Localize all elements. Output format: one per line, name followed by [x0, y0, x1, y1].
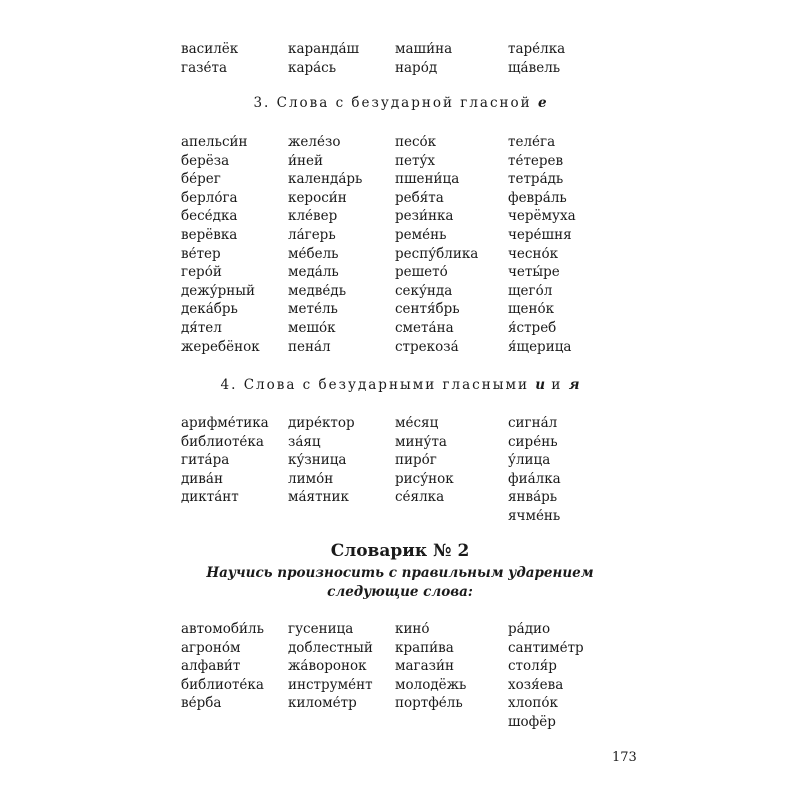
dictionary-subtitle-line1: Научись произносить с правильным ударением	[206, 565, 594, 581]
word-cell: столя́р	[508, 658, 557, 675]
word-cell: агроно́м	[181, 639, 241, 656]
word-cell: и́ней	[288, 152, 323, 169]
word-cell: библиоте́ка	[181, 433, 264, 450]
word-cell: респу́блика	[395, 245, 479, 262]
word-cell: кероси́н	[288, 189, 347, 206]
word-cell: четы́ре	[508, 264, 560, 281]
word-cell: хлопо́к	[508, 695, 558, 712]
word-cell: жа́воронок	[288, 658, 367, 675]
word-cell: верёвка	[181, 226, 238, 243]
word-cell: апельси́н	[181, 134, 248, 150]
word-cell: щего́л	[508, 282, 553, 299]
word-cell: мешо́к	[288, 319, 336, 336]
word-list-dictionary	[181, 620, 618, 732]
word-cell	[288, 713, 395, 732]
word-cell: ме́сяц	[395, 415, 439, 431]
word-cell: теле́га	[508, 134, 556, 150]
word-cell: у́лица	[508, 452, 551, 469]
word-cell: чере́шня	[508, 226, 572, 243]
word-cell: сентя́брь	[395, 301, 460, 318]
word-cell: пена́л	[288, 338, 331, 355]
word-cell: портфе́ль	[395, 695, 463, 712]
word-cell: я́щерица	[508, 338, 572, 355]
word-cell: ма́ятник	[288, 489, 349, 506]
word-cell: дире́ктор	[288, 415, 355, 431]
word-cell: ла́герь	[288, 226, 336, 243]
word-cell: рису́нок	[395, 470, 454, 487]
section4-heading-vowel1: и	[535, 377, 546, 393]
word-cell: гусеница	[288, 621, 354, 637]
section4-heading-and: и	[551, 377, 563, 393]
word-cell: за́яц	[288, 433, 321, 450]
word-cell: черёмуха	[508, 208, 576, 225]
word-cell: щено́к	[508, 301, 555, 318]
word-cell: арифме́тика	[181, 415, 269, 431]
word-cell: ячме́нь	[508, 507, 561, 524]
word-cell: ве́рба	[181, 695, 222, 712]
word-cell: бесе́дка	[181, 208, 238, 225]
word-cell: автомоби́ль	[181, 621, 264, 637]
word-cell: крапи́ва	[395, 639, 454, 656]
word-cell: фиа́лка	[508, 470, 561, 487]
word-cell: февра́ль	[508, 189, 567, 206]
word-cell: бе́рег	[181, 171, 221, 188]
word-cell: решето́	[395, 264, 448, 281]
word-cell: се́ялка	[395, 489, 445, 506]
word-cell: меда́ль	[288, 264, 339, 281]
dictionary-title: Словарик № 2	[330, 541, 470, 561]
section3-heading-vowel: е	[537, 95, 547, 111]
word-cell: каранда́ш	[288, 41, 360, 57]
word-cell: мете́ль	[288, 301, 338, 318]
word-cell: таре́лка	[508, 41, 566, 57]
word-cell: дека́брь	[181, 301, 238, 318]
word-cell: библиоте́ка	[181, 676, 264, 693]
word-cell: лимо́н	[288, 470, 334, 487]
word-cell: гита́ра	[181, 452, 230, 469]
page-number: 173	[612, 750, 637, 765]
word-cell	[395, 507, 508, 526]
word-cell: кино́	[395, 621, 430, 637]
word-cell: желе́зо	[288, 134, 341, 150]
word-cell: молодёжь	[395, 676, 467, 693]
word-cell: мину́та	[395, 433, 447, 450]
word-cell: доблестный	[288, 639, 373, 656]
word-cell: ве́тер	[181, 245, 221, 262]
word-cell: маши́на	[395, 41, 453, 57]
word-cell: дя́тел	[181, 319, 222, 336]
word-cell: пиро́г	[395, 452, 437, 469]
word-cell: календа́рь	[288, 171, 363, 188]
word-cell: ребя́та	[395, 189, 444, 206]
word-cell: стрекоза́	[395, 338, 459, 355]
section3-heading-text: 3. Слова с безударной гласной	[253, 95, 532, 111]
word-cell	[181, 713, 288, 732]
word-cell: пшени́ца	[395, 171, 460, 188]
word-cell: жеребёнок	[181, 338, 260, 355]
word-cell: сире́нь	[508, 433, 558, 450]
word-cell: инструме́нт	[288, 676, 373, 693]
word-cell: ме́бель	[288, 245, 339, 262]
word-cell: наро́д	[395, 59, 438, 76]
word-cell: сигна́л	[508, 415, 558, 431]
section4-heading-vowel2: я	[568, 377, 580, 393]
word-cell: дежу́рный	[181, 282, 256, 299]
word-cell: кара́сь	[288, 59, 337, 76]
word-cell: геро́й	[181, 264, 222, 281]
word-cell: дикта́нт	[181, 489, 239, 506]
word-cell: янва́рь	[508, 489, 558, 506]
word-cell: магази́н	[395, 658, 455, 675]
word-cell: сантиме́тр	[508, 639, 584, 656]
word-cell: рези́нка	[395, 208, 454, 225]
word-cell: хозя́ева	[508, 676, 564, 693]
section4-heading-text: 4. Слова с безударными гласными	[220, 377, 529, 393]
word-list-section3	[181, 133, 618, 356]
section3-heading	[0, 95, 800, 111]
word-cell: секу́нда	[395, 282, 453, 299]
word-cell: чесно́к	[508, 245, 559, 262]
word-cell: берёза	[181, 152, 230, 169]
word-cell: реме́нь	[395, 226, 447, 243]
word-cell: ра́дио	[508, 621, 551, 637]
word-list-section4	[181, 414, 618, 526]
word-cell: смета́на	[395, 319, 454, 336]
word-cell: тетра́дь	[508, 171, 564, 188]
word-cell: ку́зница	[288, 452, 347, 469]
word-cell: те́терев	[508, 152, 564, 169]
word-cell: песо́к	[395, 134, 437, 150]
word-cell: медве́дь	[288, 282, 347, 299]
word-cell: кле́вер	[288, 208, 338, 225]
word-cell: ща́вель	[508, 59, 561, 76]
word-cell: берло́га	[181, 189, 238, 206]
word-cell: дива́н	[181, 470, 223, 487]
word-cell	[181, 507, 288, 526]
word-cell: василёк	[181, 41, 239, 57]
word-cell: алфави́т	[181, 658, 241, 675]
word-cell: газе́та	[181, 59, 227, 76]
word-cell: киломе́тр	[288, 695, 357, 712]
word-cell	[288, 507, 395, 526]
word-cell	[395, 713, 508, 732]
word-list-block1	[181, 40, 618, 77]
word-cell: пету́х	[395, 152, 436, 169]
word-cell: шофёр	[508, 713, 556, 730]
dictionary-subtitle-line2: следующие слова:	[327, 584, 473, 600]
word-cell: я́стреб	[508, 319, 557, 336]
section4-heading	[0, 377, 800, 393]
